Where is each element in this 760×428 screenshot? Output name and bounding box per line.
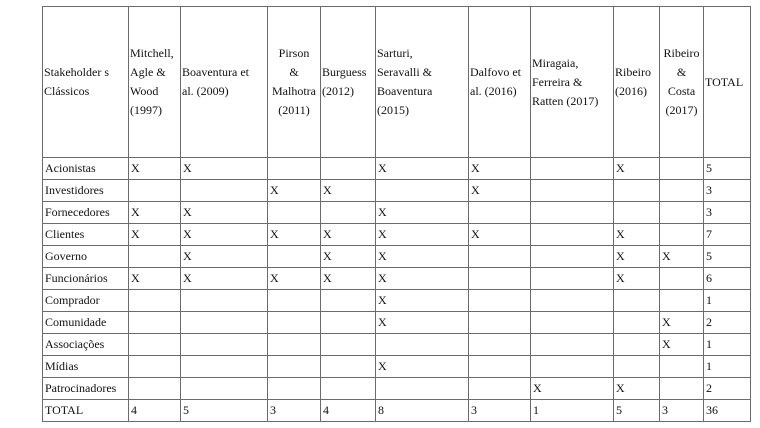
row-total-cell: 3 [704,202,751,224]
stakeholder-name-cell: Mídias [43,356,129,378]
mark-cell: X [181,158,268,180]
mark-cell [129,312,181,334]
mark-cell: X [376,268,469,290]
mark-cell: X [129,268,181,290]
author-header-burguess [321,7,376,158]
author-header-line: Ferreira & [532,74,583,89]
mark-cell [376,378,469,400]
mark-cell: X [469,180,531,202]
stakeholder-name-cell: Funcionários [43,268,129,290]
table-row [43,268,751,290]
mark-cell [469,290,531,312]
mark-cell [469,378,531,400]
stakeholder-name-cell: Fornecedores [43,202,129,224]
stakeholder-name-cell: Associações [43,334,129,356]
stakeholder-name-cell: Governo [43,246,129,268]
mark-cell [321,356,376,378]
mark-cell [531,202,614,224]
table-row [43,334,751,356]
mark-cell: X [660,246,704,268]
mark-cell: X [614,224,660,246]
column-total-cell: 1 [531,400,614,422]
author-header-line: Wood [130,84,159,98]
column-total-cell: 4 [129,400,181,422]
table-row [43,180,751,202]
mark-cell [531,290,614,312]
mark-cell: X [321,268,376,290]
mark-cell: X [268,268,321,290]
row-total-cell: 5 [704,246,751,268]
mark-cell [129,356,181,378]
mark-cell [660,158,704,180]
mark-cell [531,268,614,290]
mark-cell: X [614,246,660,268]
row-total-cell: 6 [704,268,751,290]
author-header-line: & [676,65,687,79]
mark-cell [660,180,704,202]
mark-cell: X [376,312,469,334]
mark-cell [614,312,660,334]
mark-cell: X [660,312,704,334]
author-header-line: al. (2016) [470,84,517,98]
author-header-line: Costa [667,84,696,98]
mark-cell: X [531,378,614,400]
author-header-line: al. (2009) [182,84,229,98]
row-total-cell: 2 [704,378,751,400]
table-row [43,290,751,312]
column-total-cell: 8 [376,400,469,422]
author-header-line: (1997) [130,103,162,117]
mark-cell [129,246,181,268]
mark-cell [531,246,614,268]
mark-cell [469,246,531,268]
totals-row [43,400,751,422]
stakeholder-table [42,6,751,422]
mark-cell [268,246,321,268]
author-header-ribeiro-costa [660,7,704,158]
author-header-mitchell [129,7,181,158]
mark-cell [129,334,181,356]
stakeholder-name-cell: Comprador [43,290,129,312]
stakeholder-column-header [43,7,129,158]
stakeholder-header-line: Clássicos [44,84,90,98]
author-header-line: (2012) [322,84,354,98]
author-header-line: (2011) [278,103,310,117]
author-header-line: Agle & [130,65,166,79]
mark-cell [614,202,660,224]
mark-cell [181,312,268,334]
mark-cell [268,356,321,378]
mark-cell [469,334,531,356]
column-total-cell: 4 [321,400,376,422]
mark-cell [268,378,321,400]
mark-cell [129,180,181,202]
mark-cell [660,378,704,400]
author-header-line: Dalfovo et [470,65,521,79]
author-header-dalfovo [469,7,531,158]
author-header-sarturi [376,7,469,158]
mark-cell [531,180,614,202]
author-header-line: Burguess [322,65,367,79]
mark-cell [181,290,268,312]
author-header-line: & [289,65,299,79]
column-total-cell: 3 [660,400,704,422]
mark-cell [660,224,704,246]
mark-cell: X [181,224,268,246]
mark-cell [181,334,268,356]
mark-cell: X [376,224,469,246]
mark-cell [614,290,660,312]
mark-cell [321,378,376,400]
mark-cell: X [614,268,660,290]
mark-cell [531,334,614,356]
column-total-cell: 3 [268,400,321,422]
table-row [43,312,751,334]
row-total-cell: 3 [704,180,751,202]
author-header-line: Boaventura [377,84,433,98]
totals-label-cell: TOTAL [43,400,129,422]
mark-cell: X [469,158,531,180]
author-header-ribeiro2016 [614,7,660,158]
table-row [43,202,751,224]
table-row [43,246,751,268]
mark-cell [268,158,321,180]
mark-cell [469,312,531,334]
total-column-header: TOTAL [704,7,751,158]
mark-cell [531,312,614,334]
mark-cell [268,290,321,312]
row-total-cell: 2 [704,312,751,334]
stakeholder-name-cell: Acionistas [43,158,129,180]
author-header-line: Mitchell, [130,46,174,60]
column-total-cell: 5 [181,400,268,422]
mark-cell [614,334,660,356]
mark-cell [469,268,531,290]
mark-cell: X [321,180,376,202]
mark-cell: X [268,224,321,246]
stakeholder-name-cell: Clientes [43,224,129,246]
mark-cell [321,158,376,180]
mark-cell [268,334,321,356]
author-header-boaventura [181,7,268,158]
mark-cell: X [376,290,469,312]
mark-cell [531,356,614,378]
row-total-cell: 1 [704,290,751,312]
mark-cell [321,202,376,224]
author-header-line: Sarturi, [377,46,413,60]
stakeholder-table-container [42,6,751,422]
mark-cell: X [614,158,660,180]
mark-cell: X [181,268,268,290]
mark-cell [614,180,660,202]
mark-cell: X [376,246,469,268]
author-header-line: Pirson [278,46,310,60]
mark-cell [321,312,376,334]
row-total-cell: 7 [704,224,751,246]
row-total-cell: 1 [704,334,751,356]
row-total-cell: 1 [704,356,751,378]
mark-cell [531,158,614,180]
mark-cell: X [376,158,469,180]
mark-cell [129,290,181,312]
mark-cell: X [129,158,181,180]
mark-cell: X [321,224,376,246]
column-total-cell: 3 [469,400,531,422]
table-row [43,378,751,400]
grand-total-cell: 36 [704,400,751,422]
stakeholder-header-line: Stakeholder s [44,65,109,79]
row-total-cell: 5 [704,158,751,180]
mark-cell: X [469,224,531,246]
mark-cell: X [321,246,376,268]
mark-cell [268,202,321,224]
mark-cell: X [129,224,181,246]
mark-cell: X [181,246,268,268]
mark-cell: X [181,202,268,224]
author-header-miragaia [531,7,614,158]
mark-cell [660,202,704,224]
table-row [43,224,751,246]
mark-cell [660,268,704,290]
mark-cell [181,180,268,202]
table-row [43,356,751,378]
header-row [43,7,751,158]
author-header-line: Ribeiro [663,46,700,60]
mark-cell [376,334,469,356]
mark-cell [660,356,704,378]
author-header-line: (2016) [615,84,647,98]
column-total-cell: 5 [614,400,660,422]
author-header-line: (2015) [377,103,409,117]
mark-cell [268,312,321,334]
author-header-line: Miragaia, [532,55,579,70]
author-header-line: Ribeiro [615,65,651,79]
stakeholder-name-cell: Patrocinadores [43,378,129,400]
stakeholder-name-cell: Comunidade [43,312,129,334]
author-header-pirson [268,7,321,158]
mark-cell: X [660,334,704,356]
author-header-line: Ratten (2017) [532,93,599,108]
mark-cell [469,202,531,224]
mark-cell [129,378,181,400]
mark-cell: X [268,180,321,202]
mark-cell [660,290,704,312]
author-header-line: Boaventura et [182,65,249,79]
mark-cell [531,224,614,246]
author-header-line: Seravalli & [377,65,432,79]
author-header-line: (2017) [665,103,698,117]
mark-cell: X [376,202,469,224]
mark-cell [181,356,268,378]
mark-cell: X [614,378,660,400]
mark-cell [321,290,376,312]
author-header-line: Malhotra [272,84,316,98]
mark-cell [321,334,376,356]
mark-cell [614,356,660,378]
mark-cell [376,180,469,202]
stakeholder-name-cell: Investidores [43,180,129,202]
mark-cell [181,378,268,400]
table-row [43,158,751,180]
mark-cell: X [129,202,181,224]
mark-cell [469,356,531,378]
mark-cell: X [376,356,469,378]
